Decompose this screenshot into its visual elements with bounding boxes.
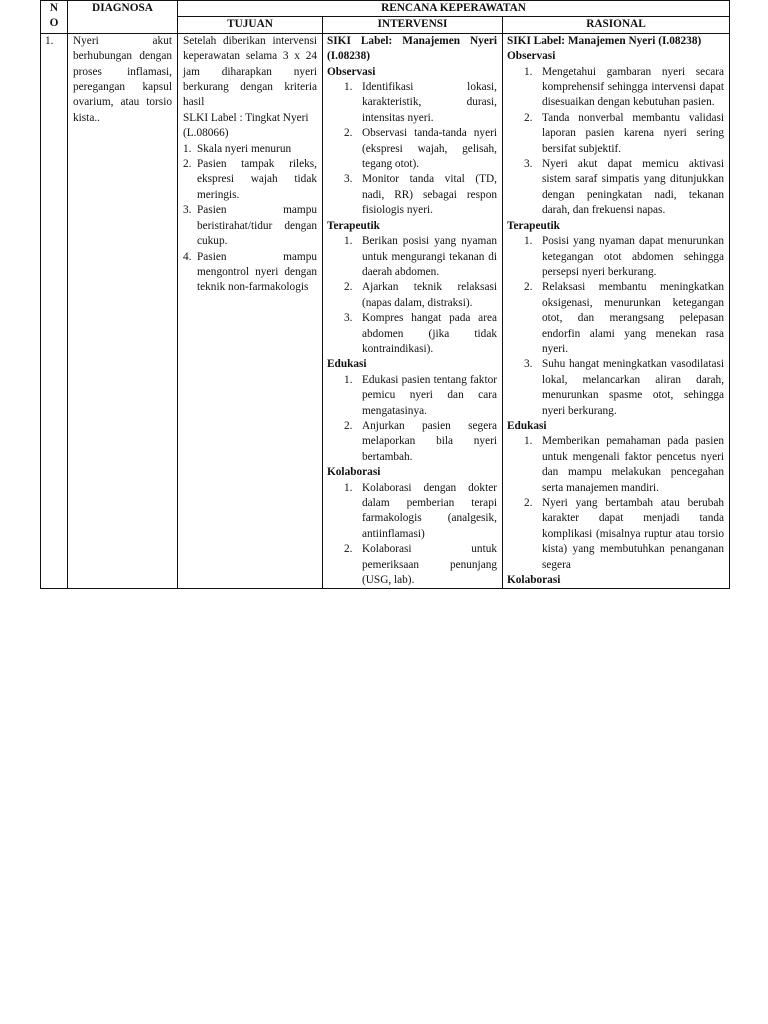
tujuan-intro: Setelah diberikan intervensi keperawatan selama 3 x 24 jam diharapkan nyeri berkurang dengan kriteria hasil [183, 34, 317, 109]
intervensi-terapeutik-heading: Terapeutik [327, 219, 380, 232]
rasional-observasi-heading: Observasi [507, 50, 556, 63]
diagnosa-cell: Nyeri akut berhubungan dengan proses inflamasi, peregangan kapsul ovarium, atau torsio kista.. [68, 33, 178, 589]
header-tujuan: TUJUAN [178, 17, 323, 33]
list-item: 2. Relaksasi membantu meningkatkan oksigenasi, menurunkan ketegangan otot, dan merangsang pelepasan endorfin alami yang menekan rasa nyeri. [524, 281, 725, 355]
list-item: 2. Tanda nonverbal membantu validasi laporan pasien karena nyeri sering bersifat subjektif. [524, 111, 725, 155]
list-item: 1. Posisi yang nyaman dapat menurunkan ketegangan otot abdomen sehingga persepsi nyeri berkurang. [524, 235, 725, 278]
list-item: 2. Observasi tanda-tanda nyeri (ekspresi wajah, gelisah, tegang otot). [344, 127, 497, 171]
list-item: 1. Memberikan pemahaman pada pasien untuk mengenali faktor pencetus nyeri dan mampu melakukan pencegahan serta manajemen mandiri. [524, 435, 725, 494]
intervensi-kolaborasi-heading: Kolaborasi [327, 466, 381, 479]
care-plan-table [40, 0, 730, 589]
list-item: 2. Anjurkan pasien segera melaporkan bila nyeri bertambah. [344, 419, 497, 463]
rasional-cell [503, 33, 730, 589]
intervensi-cell [323, 33, 503, 589]
list-item: 3. Pasien mampu beristirahat/tidur dengan cukup. [183, 204, 317, 248]
list-item: 1. Berikan posisi yang nyaman untuk mengurangi tekanan di daerah abdomen. [344, 235, 497, 278]
intervensi-edukasi-list [327, 373, 497, 465]
list-item: 2. Kolaborasi untuk pemeriksaan penunjang (USG, lab). [344, 543, 497, 587]
list-item: 1. Identifikasi lokasi, karakteristik, durasi, intensitas nyeri. [344, 81, 497, 124]
list-item: 1. Edukasi pasien tentang faktor pemicu nyeri dan cara mengatasinya. [344, 373, 497, 417]
rasional-title: SIKI Label: Manajemen Nyeri (I.08238) [507, 34, 702, 47]
rasional-terapeutik-heading: Terapeutik [507, 219, 560, 232]
intervensi-observasi-heading: Observasi [327, 65, 376, 78]
tujuan-cell [178, 33, 323, 589]
list-item: 3. Kompres hangat pada area abdomen (jika tidak kontraindikasi). [344, 312, 497, 355]
list-item: 1. Mengetahui gambaran nyeri secara komprehensif sehingga intervensi dapat disesuaikan dengan kebutuhan pasien. [524, 65, 725, 109]
header-diagnosa: DIAGNOSA [68, 1, 178, 34]
rasional-observasi-list [507, 65, 724, 219]
list-item: 3. Monitor tanda vital (TD, nadi, RR) sebagai respon fisiologis nyeri. [344, 173, 497, 217]
header-no [41, 1, 68, 34]
intervensi-edukasi-heading: Edukasi [327, 358, 367, 371]
rasional-edukasi-list [507, 434, 724, 573]
intervensi-kolaborasi-list [327, 481, 497, 589]
list-item: 2. Ajarkan teknik relaksasi (napas dalam, distraksi). [344, 281, 497, 309]
list-item: 2. Pasien tampak rileks, ekspresi wajah tidak meringis. [183, 158, 317, 201]
header-rasional: RASIONAL [503, 17, 730, 33]
header-no-label: N O [49, 2, 59, 29]
list-item: 2. Nyeri yang bertambah atau berubah karakter dapat menjadi tanda komplikasi (misalnya ruptur atau torsio kista) yang membutuhkan penanganan segera [524, 497, 725, 571]
rasional-edukasi-heading: Edukasi [507, 419, 547, 432]
table-row [41, 33, 730, 589]
rasional-kolaborasi-heading: Kolaborasi [507, 574, 561, 587]
rasional-terapeutik-list [507, 234, 724, 419]
tujuan-criteria-list [183, 142, 317, 296]
header-row-1 [41, 1, 730, 17]
list-item: 1. Kolaborasi dengan dokter dalam pemberian terapi farmakologis (analgesik, antiinflamasi) [344, 481, 497, 540]
intervensi-observasi-list [327, 80, 497, 219]
list-item: 3. Suhu hangat meningkatkan vasodilatasi lokal, melancarkan aliran darah, menurunkan spasme otot, sehingga nyeri berkurang. [524, 358, 725, 417]
tujuan-slki-label: SLKI Label : Tingkat Nyeri (L.08066) [183, 111, 309, 140]
header-rencana-keperawatan: RENCANA KEPERAWATAN [178, 1, 730, 17]
row-number: 1. [41, 33, 68, 589]
intervensi-terapeutik-list [327, 234, 497, 357]
intervensi-title: SIKI Label: Manajemen Nyeri (I.08238) [327, 34, 497, 63]
header-intervensi: INTERVENSI [323, 17, 503, 33]
list-item: 3. Nyeri akut dapat memicu aktivasi sistem saraf simpatis yang ditunjukkan dengan peningkatan nadi, tekanan darah, dan frekuensi napas. [524, 158, 725, 217]
list-item: 1. Skala nyeri menurun [183, 142, 292, 155]
list-item: 4. Pasien mampu mengontrol nyeri dengan teknik non-farmakologis [183, 250, 317, 294]
care-plan-table-viewport [40, 0, 730, 594]
